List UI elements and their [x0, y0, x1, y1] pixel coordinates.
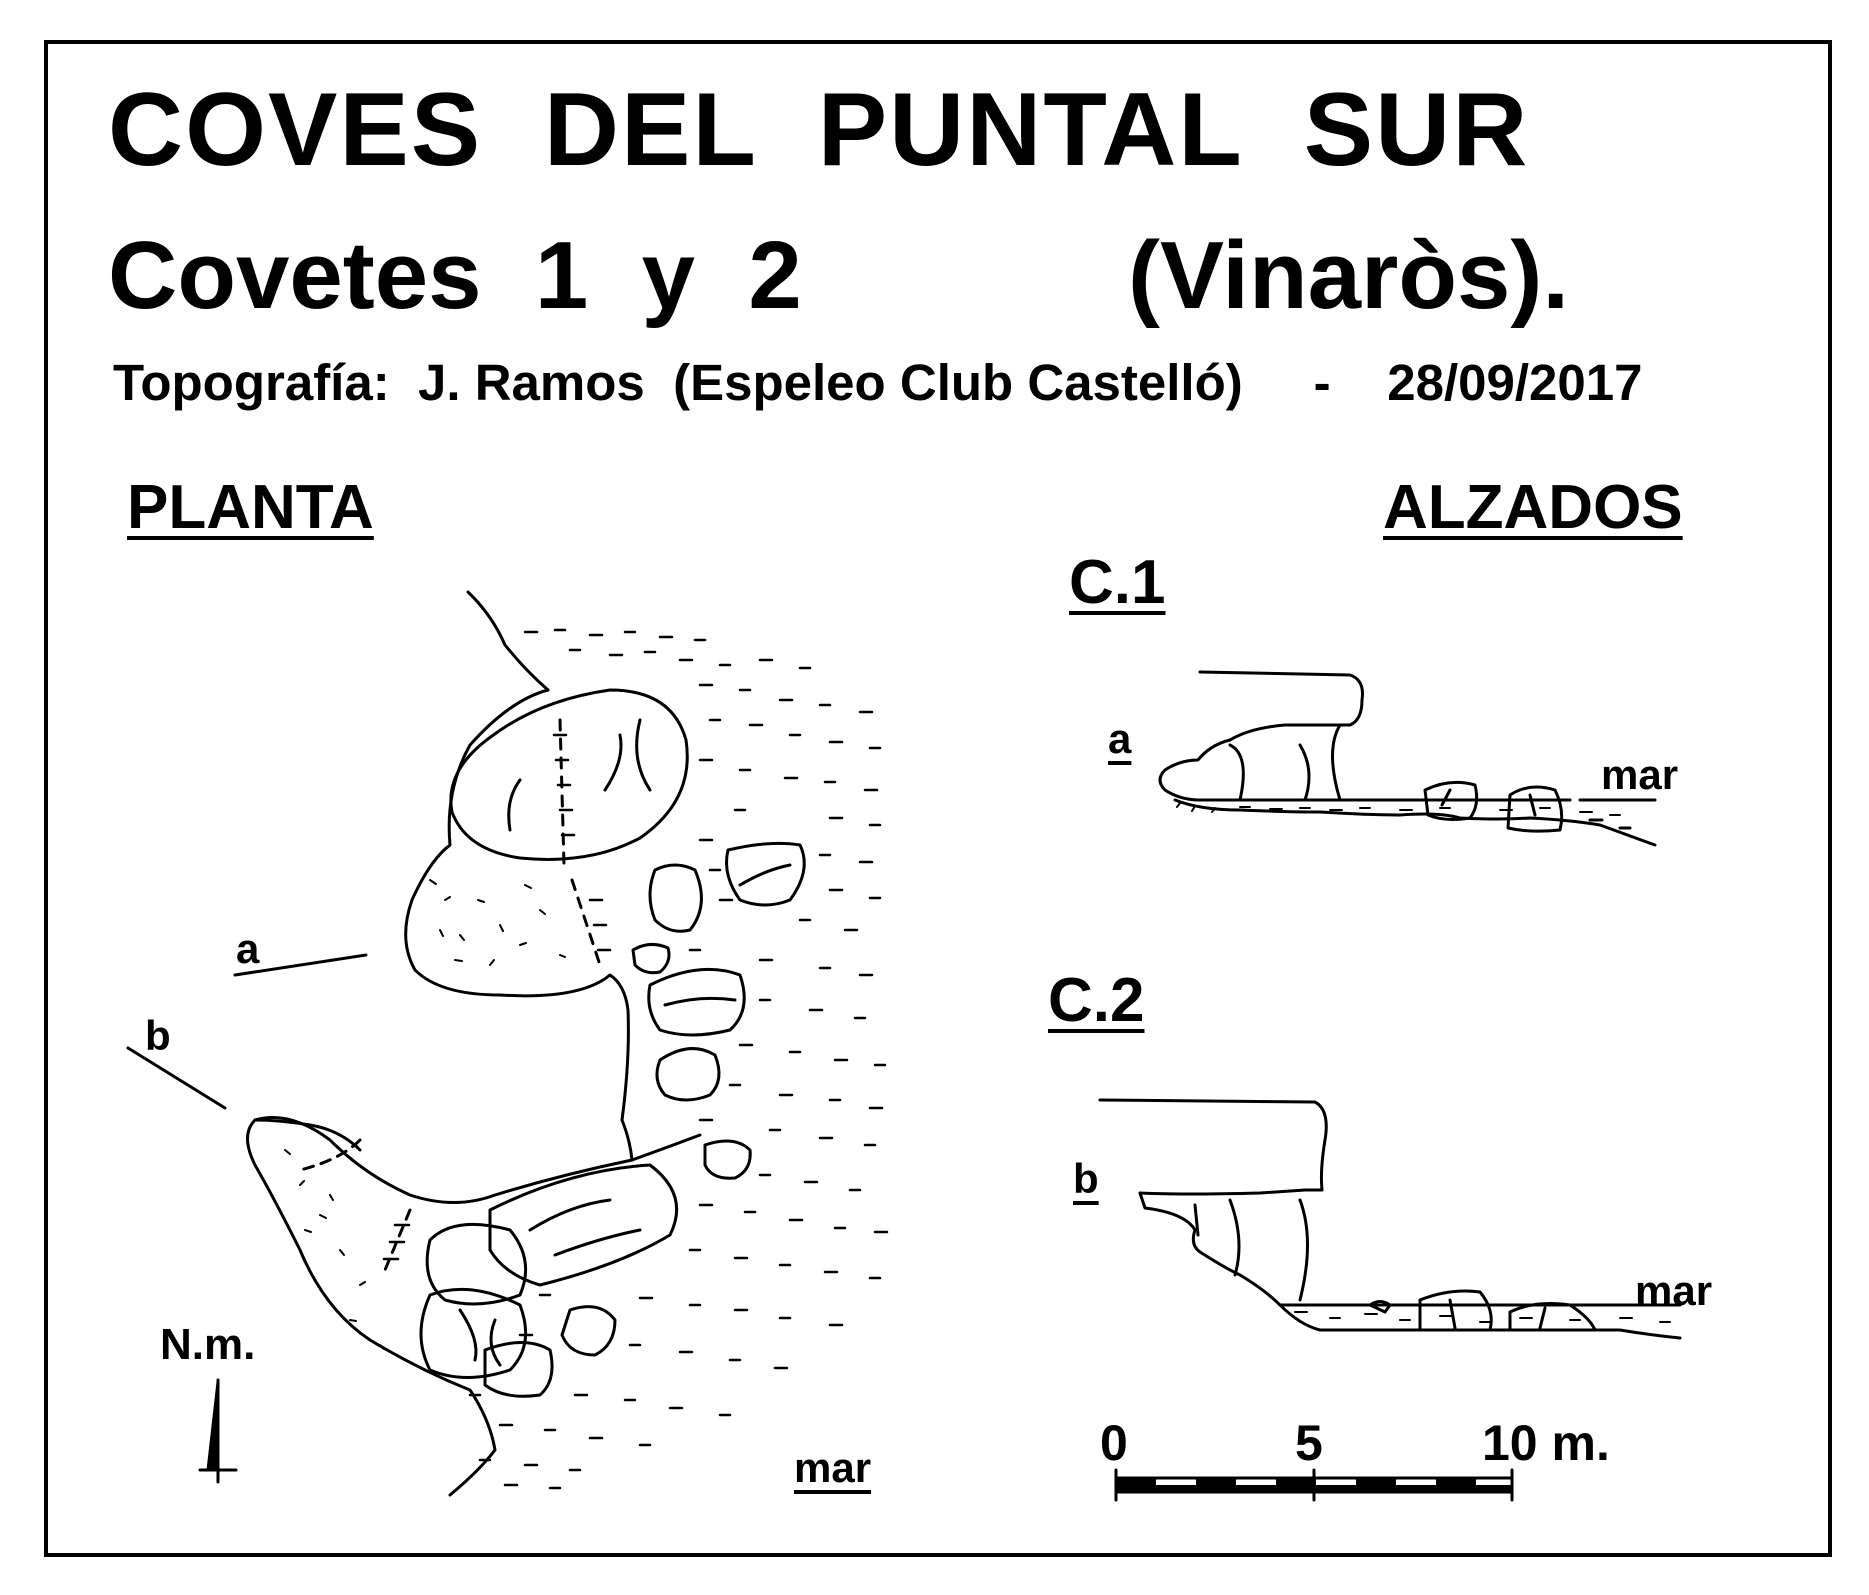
plan-boulder-sea-5 — [657, 1049, 719, 1100]
plan-shoreline-upper — [468, 592, 548, 690]
plan-section-a-label: a — [236, 925, 260, 972]
elevation-c2-rock-1 — [1370, 1302, 1390, 1313]
scale-tick-10: 10 m. — [1482, 1415, 1610, 1471]
plan-boulder-sea-6 — [705, 1141, 750, 1178]
map-subtitle-caves: Covetes 1 y 2 — [108, 222, 802, 329]
plan-heading: PLANTA — [127, 473, 374, 542]
map-subtitle-place: (Vinaròs). — [1128, 222, 1569, 329]
plan-boulder-sea-3 — [633, 944, 669, 972]
elevation-c2-section-label: b — [1073, 1155, 1099, 1202]
plan-sea-label: mar — [794, 1444, 872, 1491]
plan-boulder-sea-1 — [650, 865, 701, 931]
plan-section-a-line — [235, 955, 366, 975]
elevation-c1-section-label: a — [1108, 715, 1132, 762]
scale-tick-5: 5 — [1295, 1415, 1323, 1471]
elevation-c2-sea-label: mar — [1635, 1267, 1713, 1314]
elevation-c2-rock-3 — [1510, 1304, 1595, 1330]
scale-bar — [1116, 1470, 1512, 1500]
map-title: COVES DEL PUNTAL SUR — [108, 72, 1530, 188]
plan-boulder-sea-7 — [562, 1307, 615, 1355]
elevation-c2-profile — [1100, 1100, 1680, 1338]
scale-tick-0: 0 — [1100, 1415, 1128, 1471]
plan-shoreline-middle — [632, 1135, 700, 1160]
elevation-c1-heading: C.1 — [1069, 548, 1166, 617]
elevation-c2-heading: C.2 — [1048, 966, 1145, 1035]
plan-boulder-sea-4 — [649, 969, 744, 1035]
plan-boulder-sea-2 — [727, 843, 805, 905]
plan-cave2-boulder-1 — [490, 1165, 677, 1285]
magnetic-north-label: N.m. — [160, 1320, 256, 1369]
plan-view — [128, 592, 887, 1495]
elevations-heading: ALZADOS — [1383, 473, 1683, 542]
plan-boulder-sea-8 — [485, 1343, 552, 1397]
plan-section-b-line — [128, 1048, 225, 1108]
elevation-c1-profile — [1160, 672, 1655, 845]
elevation-c1-sea-label: mar — [1601, 751, 1679, 798]
north-arrow-icon — [200, 1380, 236, 1482]
survey-credits: Topografía: J. Ramos (Espeleo Club Castelló) - 28/09/2017 — [113, 354, 1643, 411]
plan-cave2-outline — [248, 1118, 633, 1496]
plan-section-b-label: b — [145, 1012, 171, 1059]
